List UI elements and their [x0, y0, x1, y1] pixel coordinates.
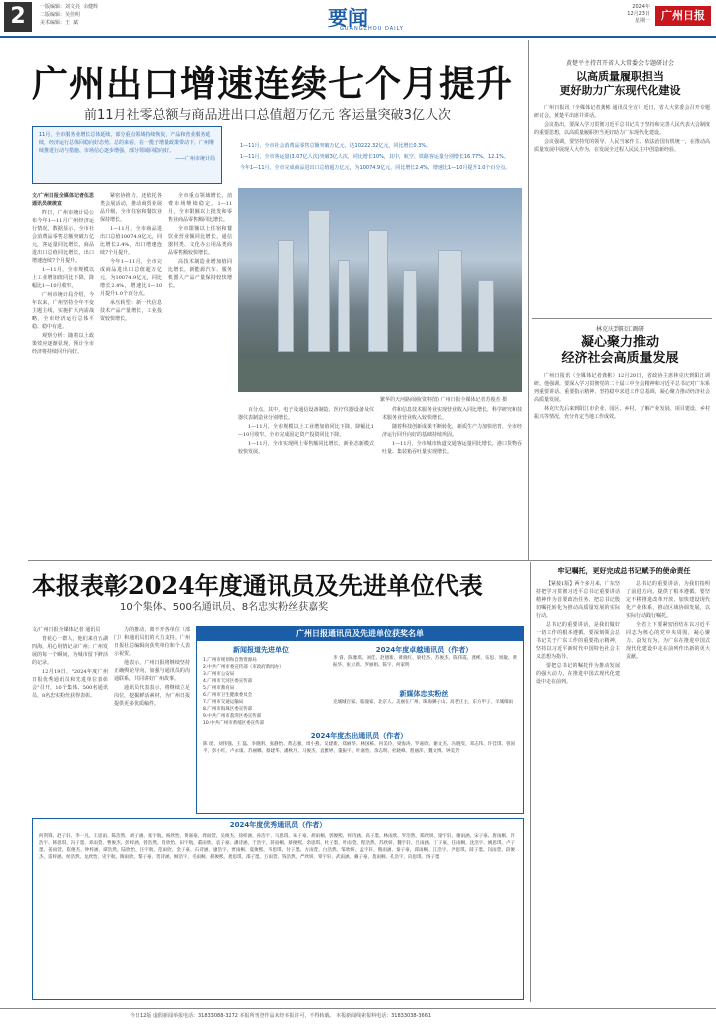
- paragraph: 全市限额以上住宿和餐饮业营业额同比增长，通信器材类、文化办公用品类商品零售额较快增长。: [168, 226, 232, 256]
- best-title: 2024年度优秀通讯员（作者）: [229, 821, 327, 829]
- commentary-column-1: [536, 580, 620, 1000]
- editors-credit: 一版编辑：刘文亮 余健辉 二版编辑：吴佳明 美术编辑：王 斌: [40, 4, 99, 26]
- section-divider: [28, 560, 712, 561]
- paragraph: 高技术制造业增加值同比增长，新能源汽车、服务机器人产品产量保持较快增长。: [168, 259, 232, 289]
- paragraph: 总书记的重要讲话，为我们指明了前进方向、提供了根本遵循。要坚定不移推进改革开放，加快建设现代化产业体系，推动区域协调发展，以实际行动践行嘱托。: [626, 581, 710, 619]
- list-item: 9.中共广州市荔湾区委宣传部: [203, 714, 262, 719]
- honor-roll-title: 广州日报通讯员及先进单位获奖名单: [197, 627, 523, 641]
- paragraph: 百分点，其中，电子及通信设备制造、医疗仪器设备及仪器仪表制造业分别增长。: [238, 407, 374, 421]
- key-figure: 1—11月，全市社会消费品零售总额突破万亿元，达10222.32亿元，同比增长0.3%。: [240, 143, 432, 149]
- right-story-kicker: 黄楚平主持召开省人大常委会专题研讨会: [565, 60, 674, 67]
- callout-source: ——广州市统计局: [174, 156, 215, 162]
- paragraph: 林克庆先后来到阳江市企业、园区、乡村，了解产业发展、项目建设、乡村振兴等情况，充分肯定当地工作成效。: [534, 406, 710, 420]
- list-item: 7.广州市交通运输局: [203, 700, 244, 705]
- list-item: 3.广州市公安局: [203, 672, 235, 677]
- key-figures: [240, 142, 524, 175]
- right-story-headline: 以高质量履职担当 更好助力广东现代化建设: [559, 70, 681, 97]
- key-figure: 今年1—11月，全市完成商品进出口总值超万亿元，为10074.9亿元，同比增长2.4%，增速比1—10月提升1.0个百分点。: [240, 165, 511, 171]
- column-divider: [528, 40, 529, 560]
- paragraph: 12月19日，"2024年度广州日报优秀通讯员和先进单位表彰会"召开，10个集体、500名通讯员、8名忠实粉丝获得表彰。: [32, 669, 108, 699]
- list-item: 4.广州市天河区委宣传部: [203, 679, 253, 684]
- paragraph: 1—11月，全市规模以上工业增加值同比下降，降幅比1—10月收窄。全市完成固定资产投资同比下降。: [238, 424, 374, 438]
- awards-subhead: 10个集体、500名通讯员、8名忠实粉丝获嘉奖: [120, 602, 329, 613]
- news-units-list: [203, 657, 323, 727]
- lead-column-1: [32, 192, 94, 562]
- footer-text: 今日12版 虚假新闻举报电话：31833088-3272 本报所刊登作品未经本报许可，不得转载。 本报新闻线索报料电话：31833038-3661: [130, 1013, 432, 1019]
- page-footer: [0, 1008, 716, 1025]
- paragraph: 广州日报讯（全媒体记者龚彬）12月20日，省政协主席林克庆到阳江调研。他强调，要深入学习贯彻党的二十届三中全会精神和习近平总书记对广东系列重要讲话、重要指示精神，坚持稳中求进工作总基调，凝心聚力推动经济社会高质量发展。: [534, 373, 710, 403]
- paragraph: 文/广州日报全媒体记者伍思 通讯员统统宣: [32, 193, 94, 207]
- lead-headline: 广州出口增速连续七个月提升: [32, 63, 514, 105]
- photo-caption: 繁华的天河路商圈(资料图) 广州日报全媒体记者苏俊杰 摄: [380, 397, 508, 403]
- lead-column-5: [382, 406, 522, 556]
- fans-title: 新媒体忠实粉丝: [399, 690, 449, 698]
- list-item: 6.广州市卫生健康委员会: [203, 693, 253, 698]
- column-divider: [530, 562, 531, 1002]
- story-divider: [532, 318, 712, 319]
- newspaper-logo: 广州日报: [655, 6, 711, 26]
- paragraph: 力的推动，离不开各单位（部门）和通讯员们的大力支持。广州日报社总编辑向获奖单位和个人表示祝贺。: [114, 627, 190, 657]
- paragraph: 承压转型：新一代信息技术产品产量增长，工业投资较快增长。: [100, 300, 162, 322]
- paragraph: 件和信息技术服务业实现营业收入同比增长，科学研究和技术服务业营业收入较快增长。: [382, 407, 522, 421]
- commentary-headline: 牢记嘱托，更好完成总书记赋予的使命责任: [557, 567, 691, 575]
- paragraph: 通讯员代表表示，将继续立足岗位，挖掘鲜活素材，为广州日报提供更多优质稿件。: [114, 685, 190, 707]
- commentary-column-2: [626, 580, 710, 1000]
- paragraph: 今年1—11月，全市完成商品进出口总值超万亿元，为10074.9亿元，同比增长2.4%，增速比1—10月提升1.0个百分点。: [100, 259, 162, 297]
- outstanding-title: 2024年度杰出通讯员（作者）: [310, 732, 408, 740]
- right-story2-headline: 凝心聚力推动 经济社会高质量发展: [561, 335, 679, 366]
- list-item: 10.中共广州市黄埔区委宣传部: [203, 721, 265, 726]
- paragraph: 会议强调，要坚持党的领导、人民当家作主、依法治国有机统一，在推动高质量发展中展现人大作为，在发展全过程人民民主中创造新经验。: [534, 139, 710, 153]
- list-item: 2.中共广州市委宣传部（市政府新闻办）: [203, 665, 284, 670]
- awards-headline: 本报表彰2024年度通讯员及先进单位代表: [32, 571, 483, 600]
- lead-column-3: [168, 192, 232, 562]
- issue-date: 2024年 12月23日 星期一: [627, 4, 650, 24]
- key-figure: 1—11月，全市客运量(3.07亿人次)突破3亿人次，同比增长10%，其中，航空、铁路客运量分别增长16.77%、12.1%。: [240, 154, 509, 160]
- section-subtitle: GUANGZHOU DAILY: [340, 26, 404, 32]
- paragraph: 1—11月，全市规模以上工业增加值同比下降，降幅比1—10月收窄。: [32, 267, 94, 289]
- paragraph: 会议指出，要深入学习贯彻习近平总书记关于坚持和完善人民代表大会制度的重要思想，以高质量履职担当更好助力广东现代化建设。: [534, 122, 710, 136]
- lead-column-4: [238, 406, 374, 556]
- outstanding-names: 陈 瑶、刘伟强、王 磊、李晓明、张静怡、黄志强、周小燕、吴建新、郑丽华、林国栋、何美玲、梁海涛、罗嘉欣、谢文杰、冯晓雯、邓志伟、许佳琪、曾国平、彭小红、卢永康、苏丽娜、蔡建华、潘秋月、马俊杰、袁雅婷、董振宇、叶嘉怡、余志明、杜晓峰、程丽萍、魏文博、钟美芳: [203, 742, 515, 754]
- paragraph: 文/广州日报全媒体记者 通讯员: [32, 627, 101, 633]
- paragraph: 昨日，广州市统计局公布今年1—11月广州经济运行情况。数据显示，全市社会消费品零售总额突破万亿元，客运量同比增长，商品进出口总值同比增长，出口增速连续7个月提升。: [32, 210, 94, 264]
- honor-roll-box: [196, 626, 524, 814]
- callout-text: 11月，全市服务业增长总体延续，部分重点领域持续恢复，产品和营业服务延续，经济运行总体回稳向好态势。总的来看，在一揽子增量政策带动下，广州继续推进行动与措施、市场信心逐步增强，部分领域回稳向好。: [39, 132, 215, 154]
- paragraph: 全省上下要紧密团结在以习近平同志为核心的党中央周围，凝心聚力、奋发有为，为广东在推进中国式现代化建设中走在前列作出新的更大贡献。: [626, 622, 710, 660]
- right-story2-body: [534, 372, 710, 558]
- awards-column-2: [114, 626, 190, 812]
- paragraph: 育花心一群人，他们来自五湖四海，用心用情记录广州；广州发展的每一个瞬间，为城市留下鲜活的记录。: [32, 636, 108, 666]
- paragraph: 全市重点领域增长，消费市场继续稳定。1—11月，全市限额以上批发和零售业商品零售额同比增长。: [168, 193, 232, 223]
- excellent-names: 李 睿、陈雅琪、刘佳、赵德新、黄晓红、梁桂杰、苏俊杰、陈伟霞、龚彬、伍思、周敏、黄振华、张立新、罗丽娟、陈宇、何家明: [333, 656, 517, 668]
- fans-names: 克城城百家、临潼家、北京人、美丽在广州、珠海狮子山、高老庄主、东方甲子、羊城细雨: [333, 700, 513, 705]
- best-correspondents-box: [32, 818, 524, 1000]
- news-units-title: 新闻报道先进单位: [233, 646, 289, 654]
- excellent-title: 2024年度卓越通讯员（作者）: [375, 646, 473, 654]
- best-names: 何剑锋、赵子轩、李一凡、王思雨、陈浩然、刘子涵、张宇航、杨欣怡、黄嘉豪、周雨萱、吴俊杰、徐梓涵、孙浩宇、马思琪、朱子豪、胡雨桐、郭俊熙、何诗涵、高子墨、林雨欣、罗浩然、郑欣妍、梁宇轩、谢雨涵、宋子豪、唐雨桐、许浩宇、韩思琪、冯子墨、邓雨萱、曹俊杰、彭梓涵、曾浩然、肖欣怡、田宇航、董雨欣、袁子豪、潘诗涵、于浩宇、蒋雨桐、蔡俊熙、余思琪、杜子墨、叶雨萱、程浩然、苏欣妍、魏宇轩、吕雨涵、丁子豪、任雨桐、沈浩宇、姚思琪、卢子墨、姜雨萱、崔俊杰、钟梓涵、谭浩然、陆欣怡、汪宇航、范雨欣、金子豪、石诗涵、廖浩宇、贾雨桐、夏俊熙、韦思琪、付子墨、方雨萱、白浩然、邹欣妍、孟宇轩、熊雨涵、秦子豪、邱雨桐、江浩宇、尹思琪、薛子墨、闫雨萱、段俊杰、雷梓涵、侯浩然、龙欣怡、史宇航、陶雨欣、黎子豪、贺诗涵、顾浩宇、毛雨桐、郝俊熙、龚思琪、邵子墨、万雨萱、钱浩然、严欣妍、覃宇轩、武雨涵、戴子豪、莫雨桐、孔浩宇、向思琪、汤子墨: [39, 834, 515, 860]
- list-item: 8.广州市海珠区委宣传部: [203, 707, 253, 712]
- right-story2-kicker: 林克庆到阳江调研: [595, 326, 644, 333]
- stats-callout: [32, 126, 222, 184]
- city-skyline-photo: [238, 188, 522, 392]
- right-story-body: [534, 104, 710, 314]
- paragraph: 他表示，广州日报将继续坚持正确舆论导向，加强与通讯员的沟通联系，共同讲好广州故事。: [114, 660, 190, 682]
- paragraph: 总书记的重要讲话，是我们做好一切工作的根本遵循。要深刻领会总书记关于广东工作的重要指示精神，坚持以习近平新时代中国特色社会主义思想为指导。: [536, 622, 620, 660]
- paragraph: 随着科技创新成果不断转化，新质生产力加快培育，全市经济运行回升向好的基础持续巩固。: [382, 424, 522, 438]
- awards-column-1: [32, 626, 108, 812]
- paragraph: 1—11月，全市实现网上零售额同比增长，新业态新模式较快发展。: [238, 441, 374, 455]
- header-divider: [0, 36, 716, 38]
- paragraph: 广州市统计局介绍，今年以来，广州坚持全年不变主题主线，实施扩大内需战略，全市经济运行总体平稳、稳中有进。: [32, 292, 94, 330]
- paragraph: 【紧接1版】两个多月来，广东坚持把学习贯彻习近平总书记重要讲话精神作为首要政治任务，把总书记殷切嘱托转化为推动高质量发展的实际行动。: [536, 581, 620, 619]
- lead-subhead: 前11月社零总额与商品进出口总值超万亿元 客运量突破3亿人次: [84, 108, 451, 123]
- list-item: 1.广州市规划和自然资源局: [203, 658, 257, 663]
- paragraph: 观察分析：随着以上政策效应逐渐显现，预计全市经济将持续回升向好。: [32, 333, 94, 355]
- paragraph: 广州日报讯（全媒体记者龚彬 通讯员全宣）近日，省人大常委会召开专题研讨会。黄楚平出席并讲话。: [534, 105, 710, 119]
- lead-column-2: [100, 192, 162, 562]
- paragraph: 1—11月，全市商品进出口总值10074.9亿元，同比增长2.4%，出口增速连续7个月提升。: [100, 226, 162, 256]
- section-title: 要闻: [328, 6, 368, 30]
- list-item: 5.广州市教育局: [203, 686, 235, 691]
- paragraph: 紧密协推力，还依托各类会展活动，推动商贸业展品升级，全市住宿和餐饮业保持增长。: [100, 193, 162, 223]
- page-number: 2: [4, 2, 32, 32]
- paragraph: 1—11月，全市城市轨道交通客运量同比增长，港口货物吞吐量、集装箱吞吐量实现增长。: [382, 441, 522, 455]
- paragraph: 要把总书记的嘱托作为推动发展的强大动力，在推进中国式现代化建设中走在前列。: [536, 663, 620, 685]
